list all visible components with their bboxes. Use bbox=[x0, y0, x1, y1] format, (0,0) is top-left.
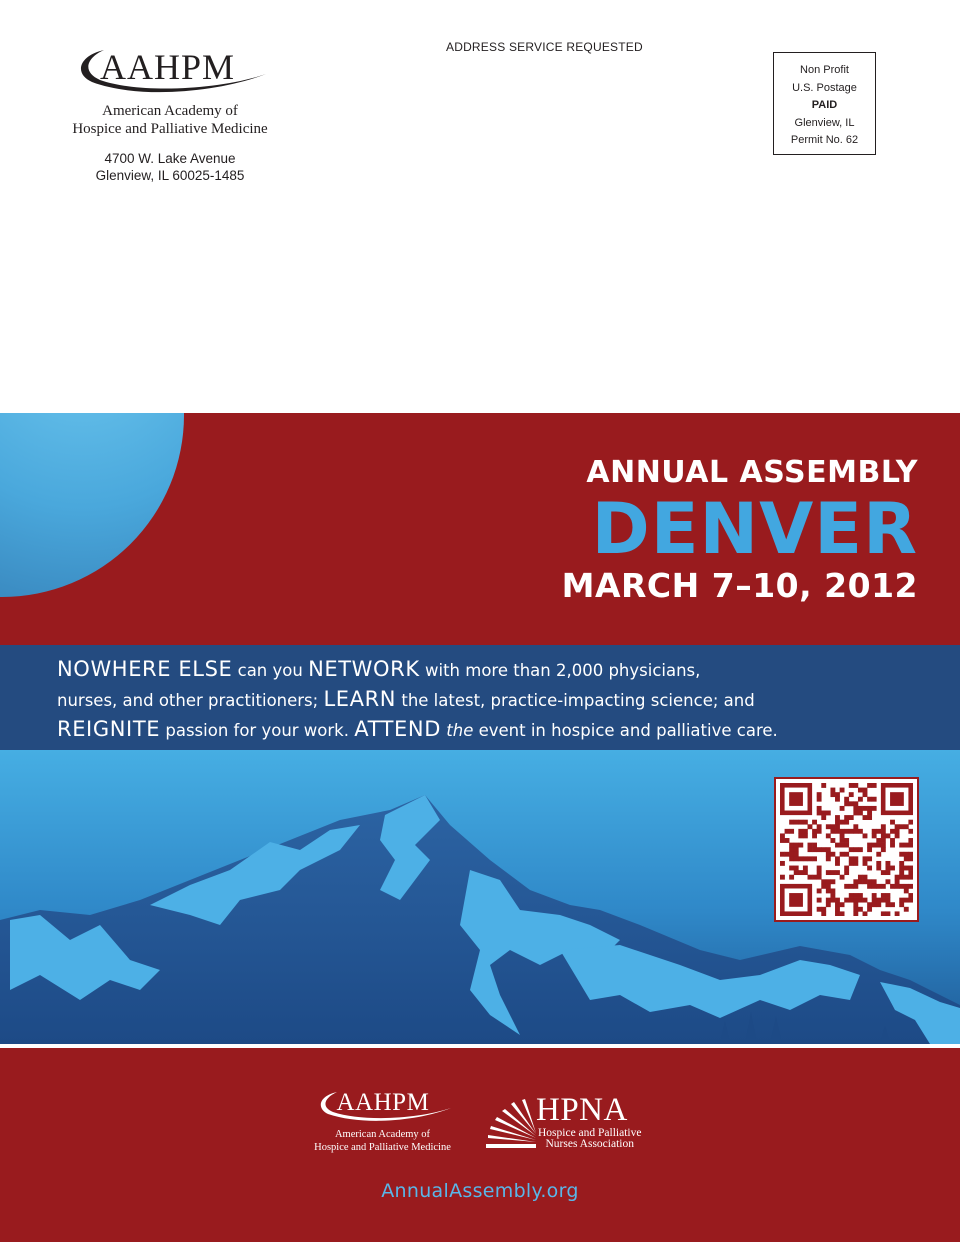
hpna-sub1: Hospice and Palliative bbox=[538, 1127, 642, 1139]
address-city: Glenview, IL 60025-1485 bbox=[95, 168, 245, 183]
msg-text: with more than 2,000 physicians, bbox=[419, 661, 701, 680]
aahpm-footer-logo-text: AAHPM bbox=[336, 1089, 430, 1116]
msg-the: the bbox=[446, 721, 474, 740]
qr-code[interactable] bbox=[774, 777, 919, 922]
org-name-line2: Hospice and Palliative Medicine bbox=[72, 121, 268, 137]
event-banner bbox=[0, 413, 960, 645]
qr-code-icon bbox=[780, 783, 913, 916]
org-name-line1: American Academy of bbox=[102, 103, 238, 119]
street-address bbox=[50, 150, 290, 184]
postage-line1: Non Profit bbox=[800, 64, 849, 76]
msg-text: nurses, and other practitioners; bbox=[57, 691, 324, 710]
msg-text: passion for your work. bbox=[160, 721, 355, 740]
msg-learn: LEARN bbox=[323, 687, 397, 711]
msg-nowhere-else: NOWHERE ELSE bbox=[57, 657, 233, 681]
postage-line4: Glenview, IL bbox=[794, 116, 855, 129]
address-street: 4700 W. Lake Avenue bbox=[104, 151, 236, 166]
aahpm-footer-logo bbox=[300, 1086, 465, 1154]
event-title: ANNUAL ASSEMBLY bbox=[586, 455, 918, 490]
address-service-note: ADDRESS SERVICE REQUESTED bbox=[446, 40, 643, 54]
hpna-logo bbox=[482, 1094, 667, 1154]
aahpm-footer-subtitle bbox=[300, 1128, 465, 1154]
event-dates: MARCH 7–10, 2012 bbox=[561, 566, 918, 605]
message-line-2 bbox=[57, 685, 960, 715]
postage-indicia bbox=[773, 52, 876, 155]
footer-band bbox=[0, 1048, 960, 1242]
website-link[interactable]: AnnualAssembly.org bbox=[381, 1180, 579, 1202]
msg-text: can you bbox=[232, 661, 309, 680]
aahpm-footer-sub2: Hospice and Palliative Medicine bbox=[314, 1142, 451, 1153]
aahpm-logo bbox=[70, 40, 270, 98]
msg-reignite: REIGNITE bbox=[57, 717, 161, 741]
event-heading bbox=[562, 453, 918, 607]
event-city: DENVER bbox=[591, 488, 918, 570]
msg-text: the latest, practice-impacting science; and bbox=[396, 691, 755, 710]
mailing-panel bbox=[0, 0, 960, 413]
postage-permit: Permit No. 62 bbox=[790, 134, 859, 146]
hpna-sub2: Nurses Association bbox=[545, 1138, 634, 1150]
hpna-logo-text: HPNA bbox=[536, 1092, 628, 1128]
message-line-3 bbox=[57, 715, 960, 745]
aahpm-footer-sub1: American Academy of bbox=[334, 1129, 431, 1140]
msg-network: NETWORK bbox=[308, 657, 420, 681]
postage-paid: PAID bbox=[811, 99, 838, 111]
return-address bbox=[50, 40, 290, 184]
hpna-subtitle bbox=[538, 1128, 641, 1150]
msg-text: event in hospice and palliative care. bbox=[473, 721, 778, 740]
mountain-scene bbox=[0, 750, 960, 1044]
org-name bbox=[50, 102, 290, 138]
aahpm-footer-mark bbox=[313, 1086, 453, 1124]
msg-attend: ATTEND bbox=[354, 717, 442, 741]
message-line-1 bbox=[57, 655, 960, 685]
moon-icon bbox=[0, 413, 184, 597]
postage-line2: U.S. Postage bbox=[792, 81, 857, 94]
hpna-fan-icon bbox=[482, 1098, 538, 1150]
aahpm-logo-text: AAHPM bbox=[100, 47, 236, 87]
message-band bbox=[0, 645, 960, 750]
